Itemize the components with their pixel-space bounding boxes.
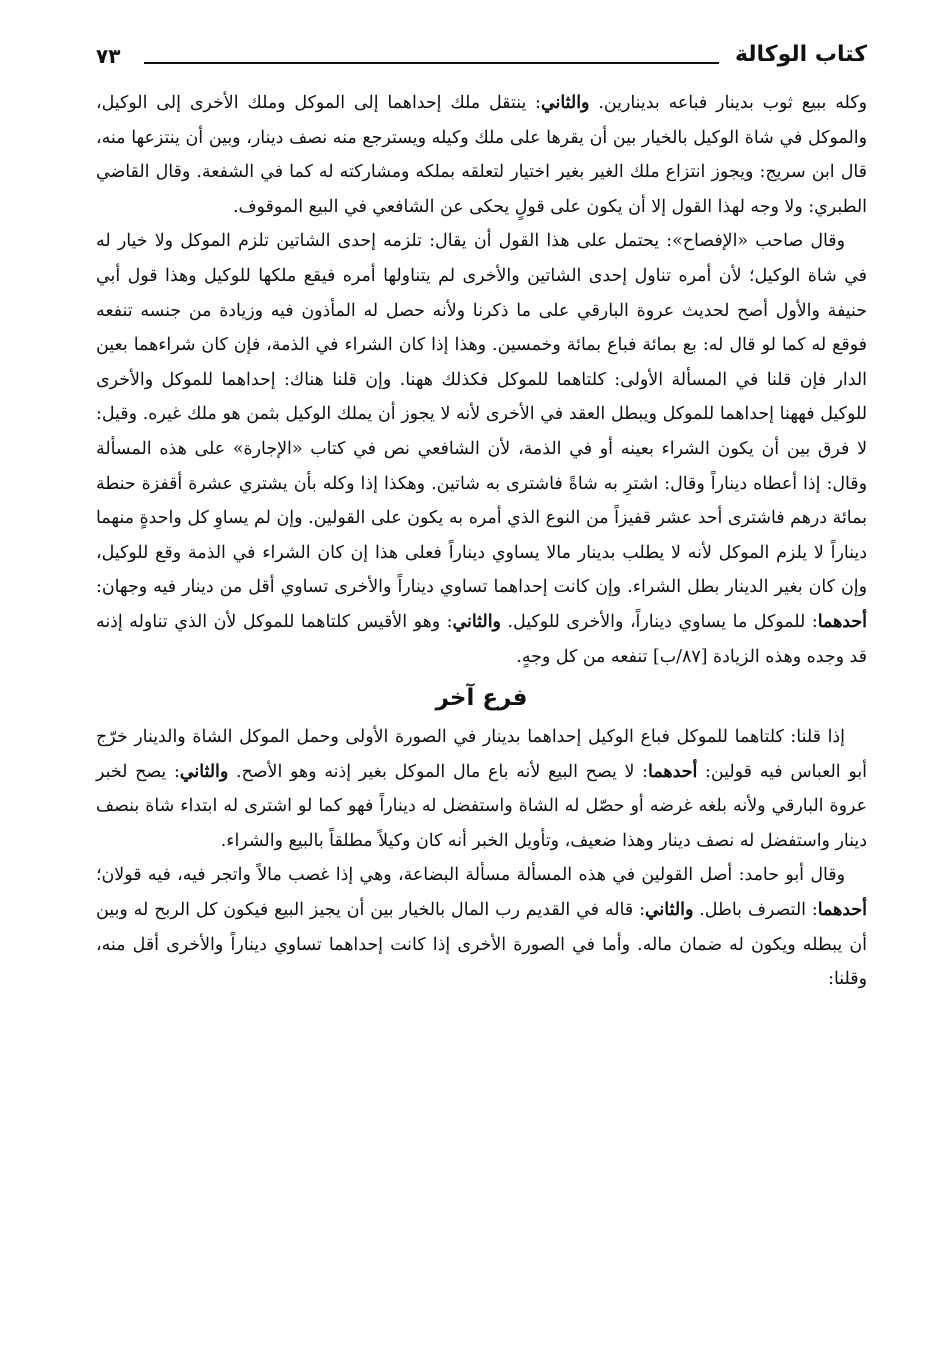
running-title: كتاب الوكالة [734,42,867,67]
text-run: : التصرف باطل. [693,900,818,921]
bold-term: والثاني [541,93,590,113]
paragraph-group-2 [96,720,867,997]
bold-term: أحدهما [648,761,698,782]
paragraph [96,224,867,674]
text-run: : وهو الأقيس كلتاهما للموكل لأن الذي تناوله إذنه قد وجده وهذه الزيادة [٨٧/ب] تنفعه من كل وجهٍ. [96,611,867,667]
text-run: وقال أبو حامد: أصل القولين في هذه المسألة مسألة البضاعة، وهي إذا غصب مالاً واتجر فيه، فيه قولان؛ [96,865,845,886]
paragraph [96,720,867,858]
bold-term: والثاني [452,611,501,632]
text-run: : قاله في القديم رب المال بالخيار بين أن يجيز البيع فيكون كل الربح له وبين أن يبطله ويكون له ضمان ماله. وأما في الصورة الأخرى إذا كانت إحداهما تساوي ديناراً والأخرى أقل منه، وقلنا: [96,900,867,990]
bold-term: والثاني [644,900,694,921]
header-rule [144,62,719,64]
paragraph [96,86,867,224]
bold-term: والثاني [179,761,229,782]
page-header [96,38,867,74]
text-run: : للموكل ما يساوي ديناراً، والأخرى للوكيل. [500,611,818,632]
paragraph [96,858,867,996]
text-run: وكله ببيع ثوب بدينار فباعه بدينارين. [589,93,867,113]
bold-term: أحدهما [817,611,867,632]
text-run: : ينتقل ملك إحداهما إلى الموكل وملك الأخرى إلى الوكيل، والموكل في شاة الوكيل بالخيار بين أن يقرها على ملك وكيله ويسترجع منه نصف دينار، وبين أن ينتزعها منه، قال ابن سريج: ويجوز انتزاع ملك الغير بغير اختيار لتعلقه بملكه ومشاركته له كما في الشفعة. وقال القاضي الطبري: ولا وجه لهذا القول إلا أن يكون على قولٍ يحكى عن الشافعي في البيع الموقوف. [96,93,867,217]
text-run: : يصح لخبر عروة البارقي ولأنه بلغه غرضه أو حصّل له الشاة واستفضل له ديناراً فهو كما لو اشترى له ابتداء شاة بنصف دينار واستفضل له نصف دينار وهذا ضعيف، وتأويل الخبر أنه كان وكيلاً مطلقاً بالبيع والشراء. [96,761,867,851]
page-body [96,86,867,997]
paragraph-group-1 [96,86,867,674]
section-subheading: فرع آخر [435,685,528,712]
page-number: ٧٣ [96,44,121,68]
text-run: : لا يصح البيع لأنه باع مال الموكل بغير إذنه وهو الأصح. [228,761,649,782]
text-run: إذا قلنا: كلتاهما للموكل فباع الوكيل إحداهما بدينار في الصورة الأولى وحمل الموكل الشاة والدينار خرّج أبو العباس فيه قولين: [96,727,868,782]
text-run: وقال صاحب «الإفصاح»: يحتمل على هذا القول أن يقال: تلزمه إحدى الشاتين تلزم الموكل ولا خيار له في شاة الوكيل؛ لأن أمره تناول إحدى الشاتين والأخرى لم يتناولها أمره فيقع ملكها للوكيل وهذا قول أبي حنيفة والأول أصح لحديث عروة البارقي على ما ذكرنا ولأنه حصل له المأذون فيه وزيادة من جنسه تنفعه فوقع له كما لو قال له: بع بمائة فباع بمائة وخمسين. وهذا إذا كان الشراء في الذمة، فإن كان شراءهما بعين الدار فإن قلنا في المسألة الأولى: كلتاهما للموكل فكذلك ههنا. وإن قلنا هناك: إحداهما للموكل والأخرى للوكيل فههنا إحداهما للموكل ويبطل العقد في الأخرى لأنه لا يجوز أن يملك الوكيل بثمن هو ملك غيره. وقيل: لا فرق بين أن يكون الشراء بعينه أو في الذمة، لأن الشافعي نص في كتاب «الإجارة» على هذه المسألة وقال: إذا أعطاه ديناراً وقال: اشترِ به شاةً فاشترى به شاتين. وهكذا إذا وكله بأن يشتري عشرة أقفزة حنطة بمائة درهم فاشترى أحد عشر قفيزاً من النوع الذي أمره به يكون على القولين. وإن لم يساوِ كل واحدةٍ منهما ديناراً لا يلزم الموكل لأنه لا يطلب بدينار مالا يساوي ديناراً فعلى هذا إن كان الشراء في الذمة وقع للوكيل، وإن كان بغير الدينار بطل الشراء. وإن كانت إحداهما تساوي ديناراً والأخرى تساوي أقل من دينار فيه وجهان: [96,231,867,598]
bold-term: أحدهما [817,900,867,921]
